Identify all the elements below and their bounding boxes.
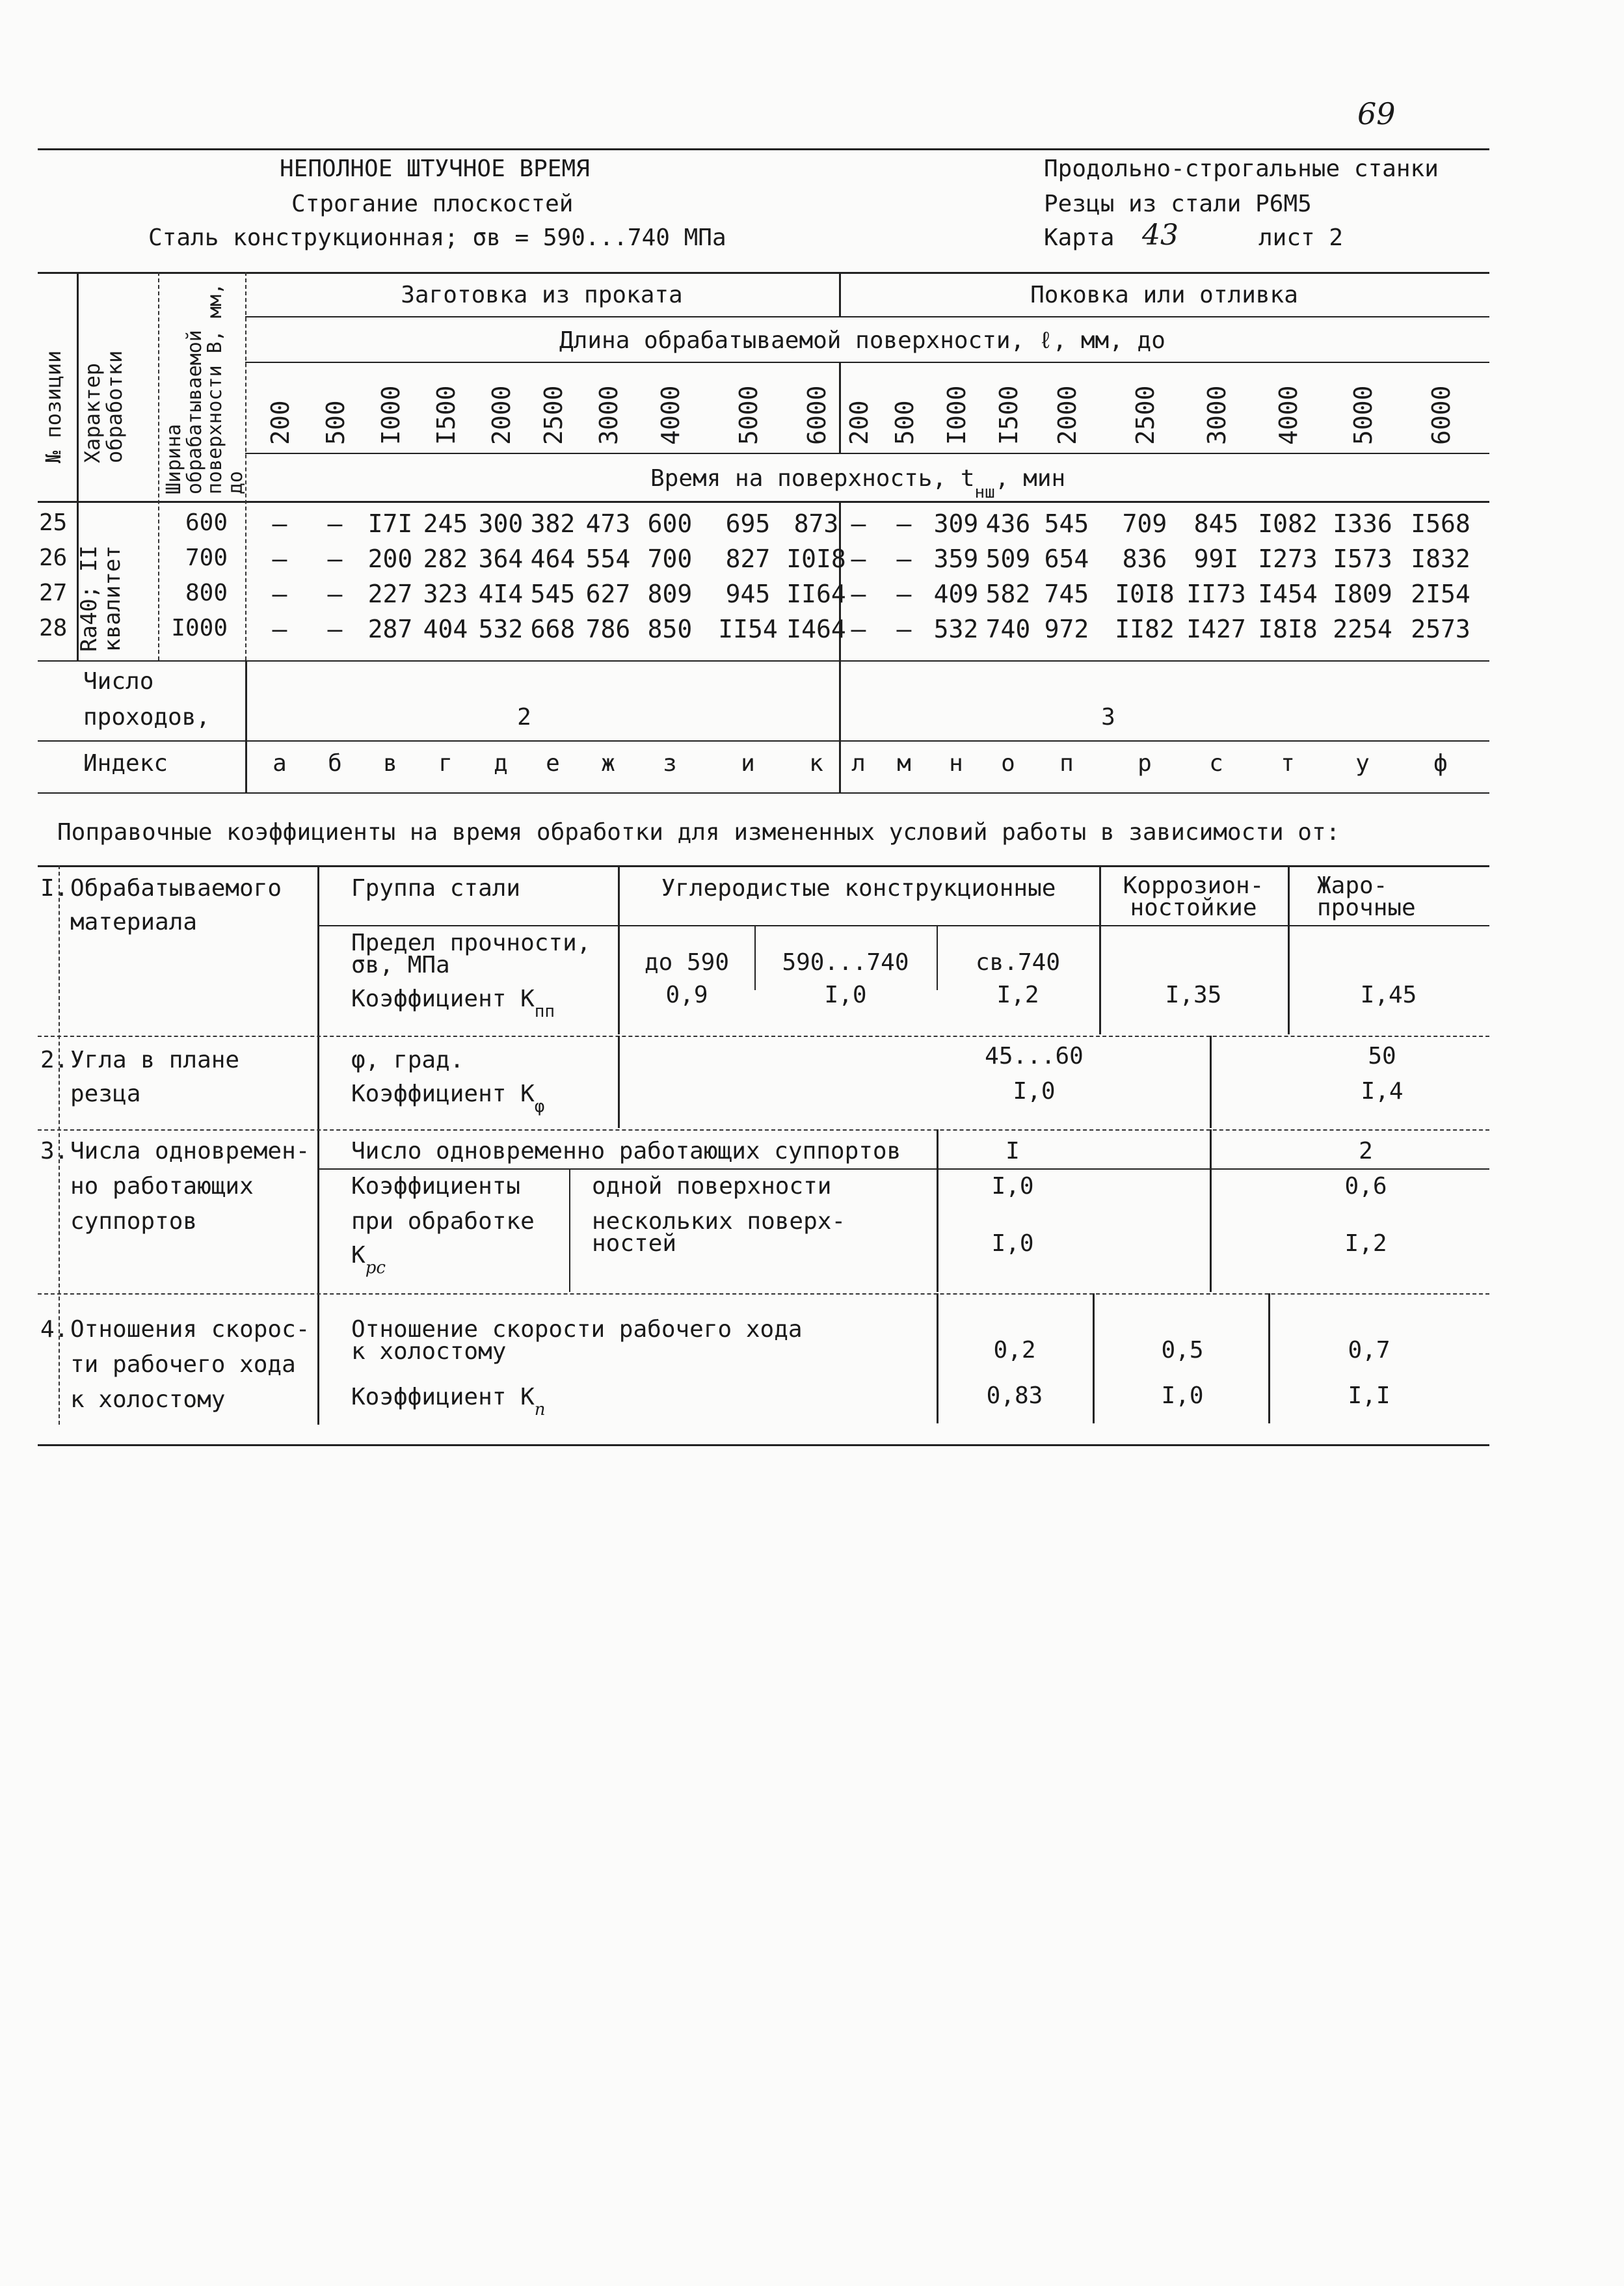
character-column-header: Характер обработки bbox=[80, 350, 127, 463]
row-position: 25 bbox=[39, 509, 68, 536]
cell-rolled: 200 bbox=[367, 545, 413, 573]
s1-heat-line bbox=[1288, 865, 1290, 1034]
cell-forging: 582 bbox=[985, 580, 1031, 608]
s3-coef-line bbox=[569, 1168, 570, 1292]
length-forging-3000: 3000 bbox=[1203, 385, 1231, 445]
index-letter: т bbox=[1281, 750, 1295, 777]
row-position: 28 bbox=[39, 615, 68, 641]
cell-rolled: 404 bbox=[423, 615, 468, 643]
index-letter: к bbox=[809, 750, 823, 777]
lengths-split-line bbox=[839, 362, 841, 453]
s4-name-1: Отношения скорос- bbox=[70, 1316, 310, 1343]
length-forging-I000: I000 bbox=[942, 385, 971, 445]
s1-range-2-line bbox=[937, 925, 938, 990]
s1-coef-label bbox=[351, 986, 555, 1021]
s4-c-line bbox=[1268, 1293, 1270, 1423]
cell-forging: 740 bbox=[985, 615, 1031, 643]
corr-name-col-line bbox=[317, 865, 319, 1425]
s1-value-1: 0,9 bbox=[665, 982, 708, 1008]
s3-coef-3 bbox=[351, 1242, 386, 1278]
length-forging-6000: 6000 bbox=[1427, 385, 1456, 445]
s1-value-2: I,0 bbox=[824, 982, 867, 1008]
index-letter: г bbox=[438, 750, 453, 777]
cell-rolled: 627 bbox=[585, 580, 631, 608]
cell-rolled: – bbox=[272, 509, 287, 538]
s2-name-2: резца bbox=[70, 1081, 141, 1107]
index-letter: с bbox=[1209, 750, 1223, 777]
s2-split-line bbox=[1210, 1036, 1212, 1128]
cell-rolled: 786 bbox=[585, 615, 631, 643]
length-forging-200: 200 bbox=[845, 400, 873, 445]
s4-b-line bbox=[1093, 1293, 1095, 1423]
s4-ratio-1: Отношение скорости рабочего хода bbox=[351, 1316, 803, 1343]
card-label: Карта bbox=[1044, 224, 1115, 251]
s1-range-1-line bbox=[754, 925, 756, 990]
s2-coef-sub: φ bbox=[534, 1097, 545, 1116]
s1-range-2: 590...740 bbox=[782, 949, 909, 976]
cell-forging: 532 bbox=[933, 615, 979, 643]
cell-rolled: – bbox=[327, 545, 343, 573]
cell-forging: I809 bbox=[1333, 580, 1392, 608]
s1-heat-2: прочные bbox=[1317, 894, 1416, 921]
index-letter: л bbox=[851, 750, 866, 777]
s4-coef-c: I,I bbox=[1348, 1382, 1391, 1409]
cell-forging: 409 bbox=[933, 580, 979, 608]
s1-coef-sub: пп bbox=[534, 1002, 555, 1021]
cell-forging: 654 bbox=[1044, 545, 1089, 573]
cell-forging: I336 bbox=[1333, 509, 1392, 538]
group-split-line bbox=[839, 272, 841, 316]
corr-top-rule bbox=[38, 865, 1489, 867]
cell-rolled: 364 bbox=[478, 545, 524, 573]
cell-forging: I454 bbox=[1258, 580, 1318, 608]
cell-forging: 359 bbox=[933, 545, 979, 573]
cell-forging: II82 bbox=[1115, 615, 1175, 643]
index-letter: ф bbox=[1433, 750, 1448, 777]
cell-rolled: – bbox=[327, 580, 343, 608]
index-letter: з bbox=[663, 750, 677, 777]
s1-number: I. bbox=[40, 875, 69, 902]
cell-rolled: I7I bbox=[367, 509, 413, 538]
cell-forging: 709 bbox=[1122, 509, 1167, 538]
length-rolled-2500: 2500 bbox=[539, 385, 568, 445]
s4-coef-label bbox=[351, 1384, 546, 1419]
passes-bottom-rule bbox=[38, 740, 1489, 742]
cell-forging: I0I8 bbox=[1115, 580, 1175, 608]
document-title: НЕПОЛНОЕ ШТУЧНОЕ ВРЕМЯ bbox=[280, 155, 590, 182]
s3-multi-a: I,0 bbox=[991, 1230, 1034, 1257]
s3-a-line bbox=[937, 1129, 938, 1292]
cell-rolled: – bbox=[327, 615, 343, 643]
s1-name-1: Обрабатываемого bbox=[70, 875, 282, 902]
index-letter: п bbox=[1059, 750, 1074, 777]
s3-count-rule bbox=[317, 1168, 1489, 1170]
index-letter: в bbox=[383, 750, 397, 777]
s1-label-col-line bbox=[618, 865, 620, 1034]
s4-ratio-c: 0,7 bbox=[1348, 1337, 1391, 1364]
cell-forging: – bbox=[851, 509, 866, 538]
s4-name-2: ти рабочего хода bbox=[70, 1351, 296, 1378]
s1-corr-line bbox=[1099, 865, 1101, 1034]
s4-name-3: к холостому bbox=[70, 1386, 226, 1413]
cell-forging: 436 bbox=[985, 509, 1031, 538]
cell-forging: – bbox=[851, 545, 866, 573]
row-width: I000 bbox=[171, 615, 228, 641]
data-bottom-rule bbox=[38, 660, 1489, 662]
cell-rolled: 668 bbox=[530, 615, 576, 643]
s4-coef-sub: п bbox=[534, 1400, 546, 1419]
s1-carbon: Углеродистые конструкционные bbox=[661, 875, 1056, 902]
cell-rolled: 323 bbox=[423, 580, 468, 608]
s3-coef-text: К bbox=[351, 1242, 366, 1269]
s3-number: 3. bbox=[40, 1138, 69, 1164]
length-rolled-I500: I500 bbox=[432, 385, 460, 445]
position-column-header: № позиции bbox=[41, 350, 66, 463]
cell-rolled: 600 bbox=[647, 509, 693, 538]
corrections-intro: Поправочные коэффициенты на время обработки для измененных условий работы в зависимости от: bbox=[57, 819, 1340, 846]
index-letter: а bbox=[273, 750, 287, 777]
s4-ratio-a: 0,2 bbox=[993, 1337, 1036, 1364]
passes-label-2: проходов, bbox=[83, 704, 211, 731]
length-rolled-6000: 6000 bbox=[803, 385, 831, 445]
index-letter: м bbox=[897, 750, 911, 777]
s2-number: 2. bbox=[40, 1047, 69, 1073]
s1-heat-1: Жаро- bbox=[1317, 872, 1388, 899]
row-position: 27 bbox=[39, 580, 68, 606]
s3-one-b: 0,6 bbox=[1344, 1173, 1387, 1200]
length-forging-I500: I500 bbox=[994, 385, 1023, 445]
cell-forging: 836 bbox=[1122, 545, 1167, 573]
length-rule bbox=[245, 362, 1489, 363]
cell-forging: – bbox=[896, 545, 912, 573]
s4-number: 4. bbox=[40, 1316, 69, 1343]
cell-forging: – bbox=[851, 580, 866, 608]
cell-rolled: 945 bbox=[725, 580, 771, 608]
s1-corrosion-1: Коррозион- bbox=[1123, 872, 1264, 899]
width-column-header: Ширина обрабатываемой поверхности В, мм, до bbox=[163, 282, 247, 494]
cell-forging: 99I bbox=[1193, 545, 1239, 573]
cell-rolled: 545 bbox=[530, 580, 576, 608]
cell-rolled: 4I4 bbox=[478, 580, 524, 608]
index-letter: д bbox=[494, 750, 508, 777]
card-number: 43 bbox=[1142, 219, 1178, 252]
s3-name-3: суппортов bbox=[70, 1208, 198, 1235]
s4-coef-a: 0,83 bbox=[986, 1382, 1043, 1409]
passes-left-line bbox=[245, 660, 247, 792]
header-bottom-rule bbox=[38, 501, 1489, 503]
s3-bottom-rule bbox=[38, 1293, 1489, 1295]
cell-rolled: 282 bbox=[423, 545, 468, 573]
s3-multi-b: I,2 bbox=[1344, 1230, 1387, 1257]
index-label: Индекс bbox=[83, 750, 168, 777]
machine-type: Продольно-строгальные станки bbox=[1044, 155, 1439, 182]
s3-one-surface: одной поверхности bbox=[592, 1173, 832, 1200]
cell-rolled: 850 bbox=[647, 615, 693, 643]
forging-header: Поковка или отливка bbox=[1030, 282, 1298, 308]
s3-name-2: но работающих bbox=[70, 1173, 254, 1200]
s4-ratio-b: 0,5 bbox=[1161, 1337, 1204, 1364]
passes-forging: 3 bbox=[1101, 704, 1115, 731]
cell-rolled: 245 bbox=[423, 509, 468, 538]
cell-rolled: 464 bbox=[530, 545, 576, 573]
cell-forging: 509 bbox=[985, 545, 1031, 573]
length-rolled-200: 200 bbox=[266, 400, 295, 445]
s2-coef-text: Коэффициент К bbox=[351, 1081, 535, 1107]
length-rolled-I000: I000 bbox=[377, 385, 405, 445]
cell-forging: 2254 bbox=[1333, 615, 1392, 643]
cell-forging: I082 bbox=[1258, 509, 1318, 538]
length-forging-2000: 2000 bbox=[1053, 385, 1082, 445]
cell-rolled: 300 bbox=[478, 509, 524, 538]
s4-coef-b: I,0 bbox=[1161, 1382, 1204, 1409]
index-letter: ж bbox=[601, 750, 615, 777]
char-col-line bbox=[158, 272, 159, 660]
s3-multi-1: нескольких поверх- bbox=[592, 1208, 846, 1235]
cell-forging: I832 bbox=[1411, 545, 1471, 573]
s2-angle-b: 50 bbox=[1368, 1043, 1396, 1069]
s3-count-b: 2 bbox=[1359, 1138, 1373, 1164]
cell-rolled: 873 bbox=[793, 509, 839, 538]
cell-rolled: 532 bbox=[478, 615, 524, 643]
cell-rolled: II54 bbox=[718, 615, 778, 643]
cell-rolled: 827 bbox=[725, 545, 771, 573]
s1-range-3: св.740 bbox=[975, 949, 1061, 976]
s1-range-1: до 590 bbox=[644, 949, 730, 976]
cell-forging: 2I54 bbox=[1411, 580, 1471, 608]
index-letter: и bbox=[741, 750, 755, 777]
cell-rolled: 554 bbox=[585, 545, 631, 573]
cell-forging: 309 bbox=[933, 509, 979, 538]
cell-forging: I8I8 bbox=[1258, 615, 1318, 643]
tool-material: Резцы из стали Р6М5 bbox=[1044, 191, 1312, 217]
cell-rolled: II64 bbox=[786, 580, 846, 608]
time-header-label: Время на поверхность, t bbox=[650, 465, 975, 492]
cell-forging: 545 bbox=[1044, 509, 1089, 538]
cell-rolled: 473 bbox=[585, 509, 631, 538]
group-rule bbox=[245, 316, 1489, 317]
index-letter: о bbox=[1001, 750, 1015, 777]
passes-label-1: Число bbox=[83, 668, 154, 695]
cell-rolled: 700 bbox=[647, 545, 693, 573]
cell-forging: 972 bbox=[1044, 615, 1089, 643]
cell-rolled: 227 bbox=[367, 580, 413, 608]
length-rolled-4000: 4000 bbox=[656, 385, 685, 445]
cell-rolled: 809 bbox=[647, 580, 693, 608]
s1-name-2: материала bbox=[70, 909, 198, 935]
lengths-bottom-rule bbox=[245, 453, 1489, 454]
index-letter: е bbox=[546, 750, 560, 777]
cell-forging: 845 bbox=[1193, 509, 1239, 538]
page-number: 69 bbox=[1357, 96, 1396, 131]
cell-forging: I427 bbox=[1186, 615, 1246, 643]
cell-forging: I573 bbox=[1333, 545, 1392, 573]
table-top-rule bbox=[38, 272, 1489, 274]
length-rolled-500: 500 bbox=[321, 400, 350, 445]
cell-rolled: I464 bbox=[786, 615, 846, 643]
row-width: 600 bbox=[185, 509, 228, 536]
rolled-stock-header: Заготовка из проката bbox=[401, 282, 683, 308]
s1-value-3: I,2 bbox=[996, 982, 1039, 1008]
corr-bottom-rule bbox=[38, 1444, 1489, 1446]
time-header-sub: нш bbox=[974, 483, 995, 502]
length-forging-500: 500 bbox=[890, 400, 919, 445]
cell-forging: 745 bbox=[1044, 580, 1089, 608]
s2-coef-b: I,4 bbox=[1361, 1078, 1404, 1105]
cell-rolled: 382 bbox=[530, 509, 576, 538]
index-letter: н bbox=[949, 750, 963, 777]
cell-forging: – bbox=[896, 509, 912, 538]
s1-value-5: I,45 bbox=[1360, 982, 1417, 1008]
index-letter: р bbox=[1138, 750, 1152, 777]
cell-rolled: 287 bbox=[367, 615, 413, 643]
row-width: 800 bbox=[185, 580, 228, 606]
length-forging-2500: 2500 bbox=[1131, 385, 1160, 445]
s2-angle-a: 45...60 bbox=[985, 1043, 1084, 1069]
cell-forging: 2573 bbox=[1411, 615, 1471, 643]
length-forging-5000: 5000 bbox=[1349, 385, 1378, 445]
s1-value-4: I,35 bbox=[1165, 982, 1222, 1008]
s1-bottom-rule bbox=[38, 1036, 1489, 1037]
cell-rolled: – bbox=[272, 615, 287, 643]
cell-forging: – bbox=[896, 615, 912, 643]
s4-a-line bbox=[937, 1293, 938, 1423]
cell-rolled: 695 bbox=[725, 509, 771, 538]
length-rolled-2000: 2000 bbox=[487, 385, 516, 445]
passes-rolled: 2 bbox=[517, 704, 531, 731]
s2-coef-label bbox=[351, 1081, 545, 1116]
length-forging-4000: 4000 bbox=[1274, 385, 1303, 445]
index-letter: б bbox=[328, 750, 342, 777]
header-top-rule bbox=[38, 148, 1489, 150]
character-value: Ra40; II квалитет bbox=[76, 545, 126, 652]
length-header: Длина обрабатываемой поверхности, ℓ, мм, до bbox=[559, 327, 1165, 354]
index-letter: у bbox=[1355, 750, 1370, 777]
s1-group-rule bbox=[317, 925, 1489, 926]
s1-strength-1: Предел прочности, bbox=[351, 930, 591, 956]
s3-coef-1: Коэффициенты bbox=[351, 1173, 521, 1200]
time-header-unit: , мин bbox=[994, 465, 1066, 492]
cell-forging: – bbox=[896, 580, 912, 608]
document-subtitle: Строгание плоскостей bbox=[291, 191, 574, 217]
s1-coef-text: Коэффициент К bbox=[351, 986, 535, 1012]
material-spec: Сталь конструкционная; σв = 590...740 МПа bbox=[148, 224, 726, 251]
s3-b-line bbox=[1210, 1129, 1212, 1292]
cell-rolled: – bbox=[272, 580, 287, 608]
s4-ratio-2: к холостому bbox=[351, 1338, 507, 1365]
cell-forging: I568 bbox=[1411, 509, 1471, 538]
s1-strength-2: σв, МПа bbox=[351, 952, 450, 978]
sheet-label: лист 2 bbox=[1258, 224, 1344, 251]
s3-coef-2: при обработке bbox=[351, 1208, 535, 1235]
s2-coef-a: I,0 bbox=[1013, 1078, 1056, 1105]
s3-coef-sub: рс bbox=[365, 1258, 386, 1278]
s3-name-1: Числа одновремен- bbox=[70, 1138, 310, 1164]
s3-count-a: I bbox=[1005, 1138, 1020, 1164]
row-width: 700 bbox=[185, 545, 228, 571]
index-bottom-rule bbox=[38, 792, 1489, 794]
cell-rolled: – bbox=[327, 509, 343, 538]
length-rolled-3000: 3000 bbox=[594, 385, 623, 445]
cell-rolled: I0I8 bbox=[786, 545, 846, 573]
s3-multi-2: ностей bbox=[592, 1230, 677, 1257]
s2-bottom-rule bbox=[38, 1129, 1489, 1131]
s4-coef-text: Коэффициент К bbox=[351, 1384, 535, 1410]
time-header bbox=[650, 465, 1066, 502]
s2-label-col-line bbox=[618, 1036, 620, 1128]
s3-count-label: Число одновременно работающих суппортов bbox=[351, 1138, 901, 1164]
s2-name-1: Угла в плане bbox=[70, 1047, 240, 1073]
row-position: 26 bbox=[39, 545, 68, 571]
cell-rolled: – bbox=[272, 545, 287, 573]
length-rolled-5000: 5000 bbox=[734, 385, 763, 445]
s1-group-label: Группа стали bbox=[351, 875, 521, 902]
s3-one-a: I,0 bbox=[991, 1173, 1034, 1200]
cell-forging: II73 bbox=[1186, 580, 1246, 608]
cell-forging: I273 bbox=[1258, 545, 1318, 573]
s1-corrosion-2: ностойкие bbox=[1130, 894, 1257, 921]
s2-angle-label: φ, град. bbox=[351, 1047, 464, 1073]
cell-forging: – bbox=[851, 615, 866, 643]
